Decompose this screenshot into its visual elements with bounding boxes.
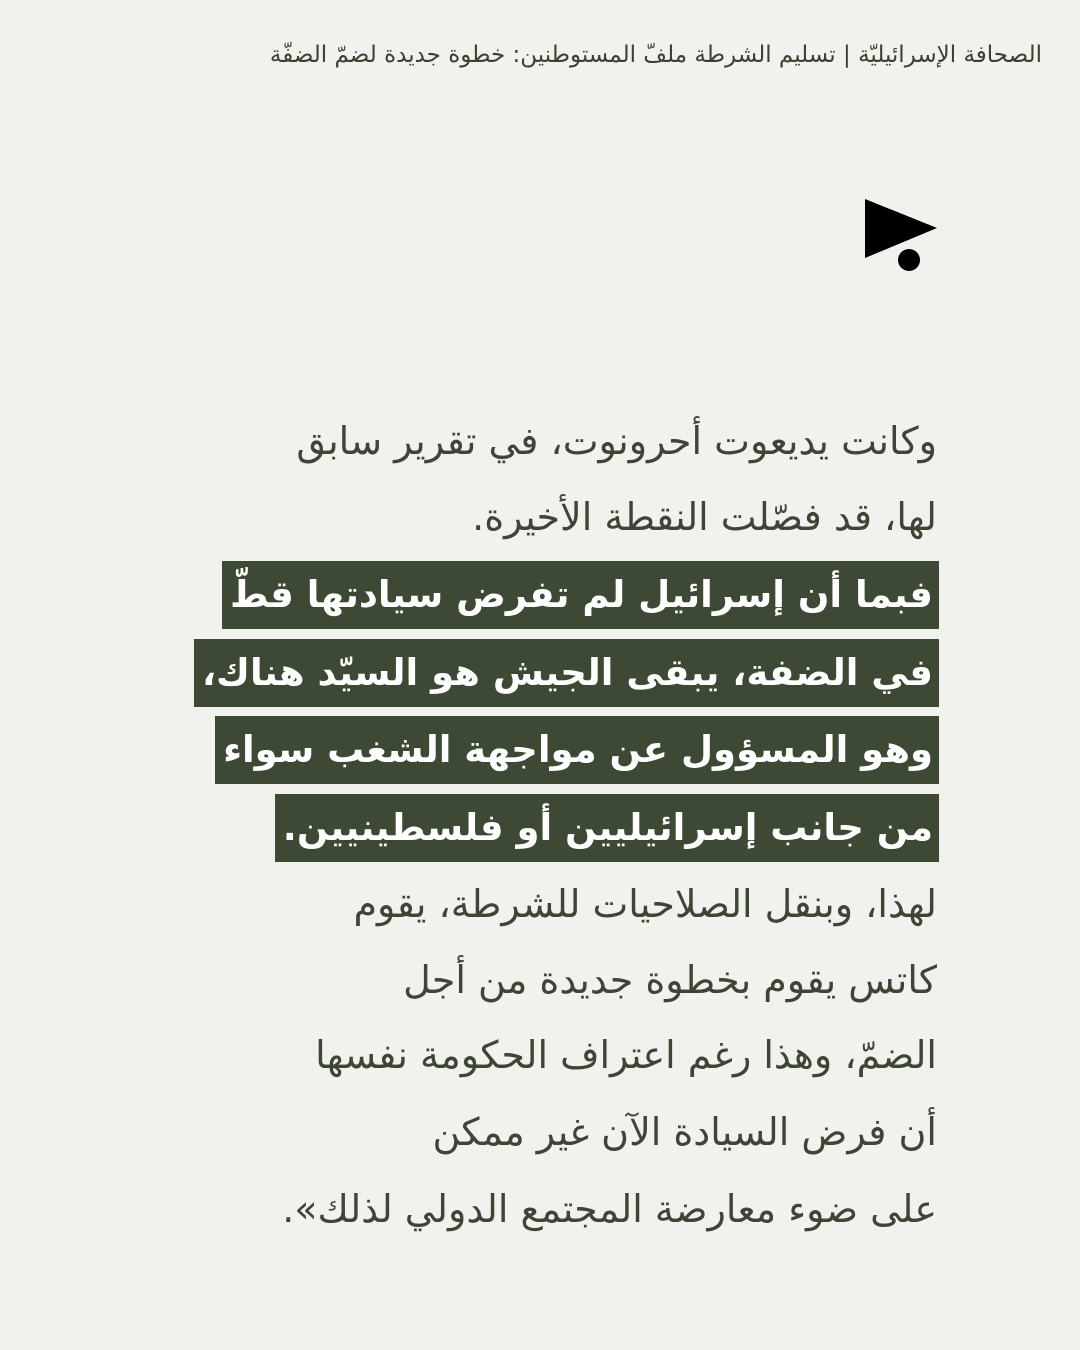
highlight-line: وهو المسؤول عن مواجهة الشغب سواء: [215, 716, 939, 784]
highlight-line: من جانب إسرائيليين أو فلسطينيين.: [275, 794, 939, 862]
body-line: وكانت يديعوت أحرونوت، في تقرير سابق: [296, 419, 937, 463]
body-line: على ضوء معارضة المجتمع الدولي لذلك».: [282, 1187, 937, 1231]
highlight-line: فبما أن إسرائيل لم تفرض سيادتها قطّ: [222, 561, 939, 629]
body-line: كاتس يقوم بخطوة جديدة من أجل: [403, 958, 937, 1002]
page-header: الصحافة الإسرائيليّة | تسليم الشرطة ملفّ المستوطنين: خطوة جديدة لضمّ الضفّة: [269, 42, 1042, 68]
body-line: لها، قد فصّلت النقطة الأخيرة.: [472, 495, 937, 539]
body-line: أن فرض السيادة الآن غير ممكن: [432, 1110, 937, 1154]
body-line: الضمّ، وهذا رغم اعتراف الحكومة نفسها: [315, 1033, 937, 1077]
triangle-dot-logo-icon: [862, 196, 940, 276]
body-line: لهذا، وبنقل الصلاحيات للشرطة، يقوم: [353, 882, 937, 926]
highlight-line: في الضفة، يبقى الجيش هو السيّد هناك،: [194, 639, 939, 707]
